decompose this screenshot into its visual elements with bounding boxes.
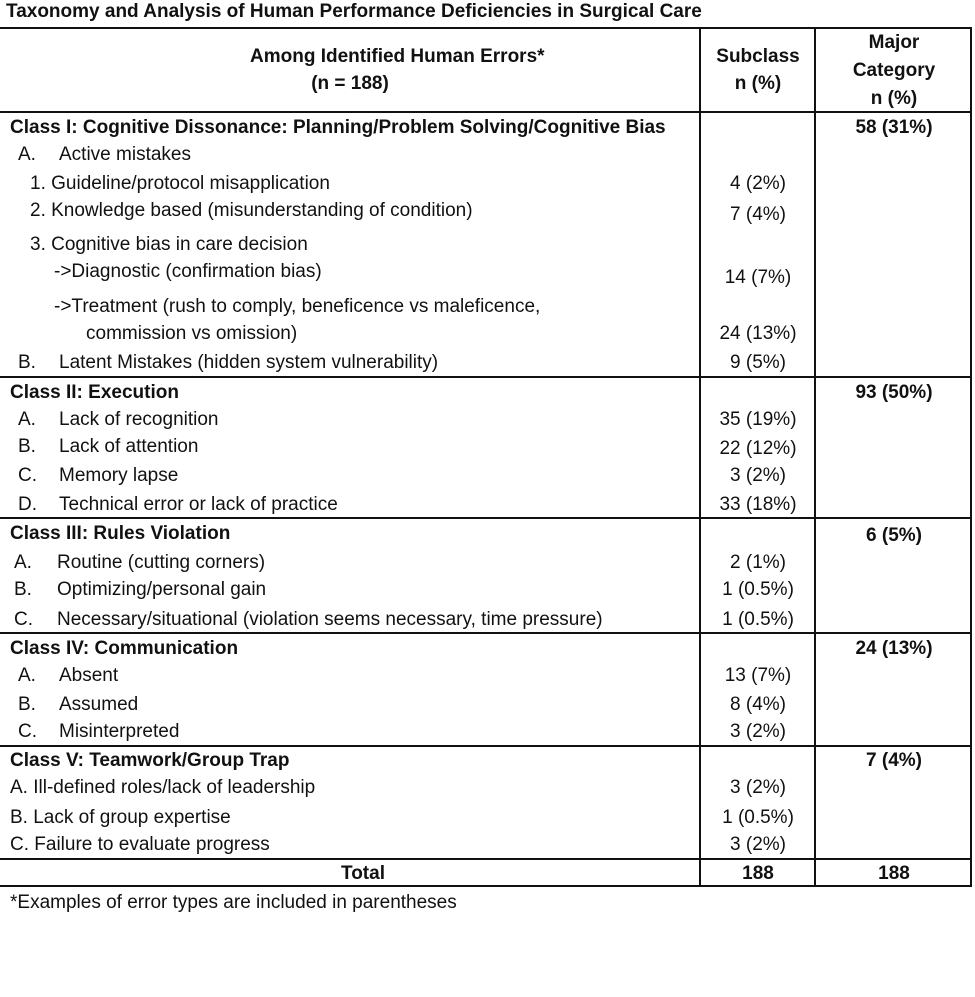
item-letter: C. — [18, 465, 37, 486]
item-letter: A. — [18, 409, 36, 430]
subclass-value: 4 (2%) — [730, 173, 786, 194]
subclass-value: 9 (5%) — [730, 352, 786, 373]
major-category-value: 58 (31%) — [855, 117, 933, 138]
item-label: Technical error or lack of practice — [59, 494, 338, 515]
subclass-value: 35 (19%) — [719, 409, 797, 430]
item-letter: B. — [14, 579, 32, 600]
major-category-value: 7 (4%) — [866, 750, 922, 771]
item-label: 3. Cognitive bias in care decision — [30, 234, 308, 255]
major-category-value: 24 (13%) — [855, 638, 933, 659]
subclass-value: 1 (0.5%) — [722, 609, 794, 630]
item-label: Lack of attention — [59, 436, 199, 457]
item-label: Optimizing/personal gain — [57, 579, 267, 600]
row-divider — [0, 858, 972, 860]
item-label: 1. Guideline/protocol misapplication — [30, 173, 330, 194]
item-letter: D. — [18, 494, 37, 515]
subclass-value: 3 (2%) — [730, 777, 786, 798]
item-letter: C. — [18, 721, 37, 742]
row-divider — [0, 517, 972, 519]
subclass-value: 24 (13%) — [719, 323, 797, 344]
subclass-value: 13 (7%) — [724, 665, 792, 686]
subclass-value: 22 (12%) — [719, 438, 797, 459]
item-label: Memory lapse — [59, 465, 179, 486]
item-letter: A. — [18, 665, 36, 686]
row-divider — [0, 376, 972, 378]
item-label: Active mistakes — [59, 144, 191, 165]
item-letter: B. — [18, 352, 36, 373]
row-divider — [0, 111, 972, 113]
class-title: Class V: Teamwork/Group Trap — [10, 750, 290, 771]
subclass-value: 3 (2%) — [730, 721, 786, 742]
header-col3-line1: Major — [868, 32, 920, 53]
header-col1-line2: (n = 188) — [311, 73, 389, 94]
item-label: ->Treatment (rush to comply, beneficence vs maleficence, — [54, 296, 541, 317]
class-title: Class II: Execution — [10, 382, 179, 403]
subclass-value: 2 (1%) — [730, 552, 786, 573]
item-label: Necessary/situational (violation seems necessary, time pressure) — [57, 609, 603, 630]
total-subclass: 188 — [742, 863, 774, 884]
table-title: Taxonomy and Analysis of Human Performance Deficiencies in Surgical Care — [6, 1, 702, 22]
item-label: Misinterpreted — [59, 721, 180, 742]
subclass-value: 1 (0.5%) — [722, 807, 794, 828]
item-label: commission vs omission) — [86, 323, 298, 344]
item-letter: B. — [18, 436, 36, 457]
item-label: C. Failure to evaluate progress — [10, 834, 270, 855]
item-label: Absent — [59, 665, 119, 686]
item-letter: B. — [18, 694, 36, 715]
header-col2-line2: n (%) — [734, 73, 782, 94]
class-title: Class IV: Communication — [10, 638, 239, 659]
item-label: ->Diagnostic (confirmation bias) — [54, 261, 322, 282]
row-divider — [0, 632, 972, 634]
item-label: Routine (cutting corners) — [57, 552, 266, 573]
major-category-value: 6 (5%) — [866, 525, 922, 546]
subclass-value: 8 (4%) — [730, 694, 786, 715]
total-label: Total — [341, 863, 385, 884]
subclass-value: 3 (2%) — [730, 465, 786, 486]
subclass-value: 1 (0.5%) — [722, 579, 794, 600]
header-col3-line3: n (%) — [870, 88, 918, 109]
item-label: A. Ill-defined roles/lack of leadership — [10, 777, 316, 798]
class-title: Class III: Rules Violation — [10, 523, 231, 544]
item-label: Lack of recognition — [59, 409, 219, 430]
class-title: Class I: Cognitive Dissonance: Planning/Problem Solving/Cognitive Bias — [10, 117, 666, 138]
item-letter: C. — [14, 609, 33, 630]
item-letter: A. — [14, 552, 32, 573]
header-col1-line1: Among Identified Human Errors* — [250, 46, 545, 67]
item-letter: A. — [18, 144, 36, 165]
item-label: 2. Knowledge based (misunderstanding of condition) — [30, 200, 473, 221]
subclass-value: 14 (7%) — [724, 267, 792, 288]
major-category-value: 93 (50%) — [855, 382, 933, 403]
subclass-value: 7 (4%) — [730, 204, 786, 225]
subclass-value: 3 (2%) — [730, 834, 786, 855]
item-label: B. Lack of group expertise — [10, 807, 231, 828]
footnote: *Examples of error types are included in parentheses — [10, 892, 457, 913]
item-label: Latent Mistakes (hidden system vulnerability) — [59, 352, 439, 373]
total-major: 188 — [878, 863, 910, 884]
header-col2-line1: Subclass — [716, 46, 800, 67]
subclass-value: 33 (18%) — [719, 494, 797, 515]
row-divider — [0, 745, 972, 747]
header-col3-line2: Category — [852, 60, 936, 81]
item-label: Assumed — [59, 694, 139, 715]
